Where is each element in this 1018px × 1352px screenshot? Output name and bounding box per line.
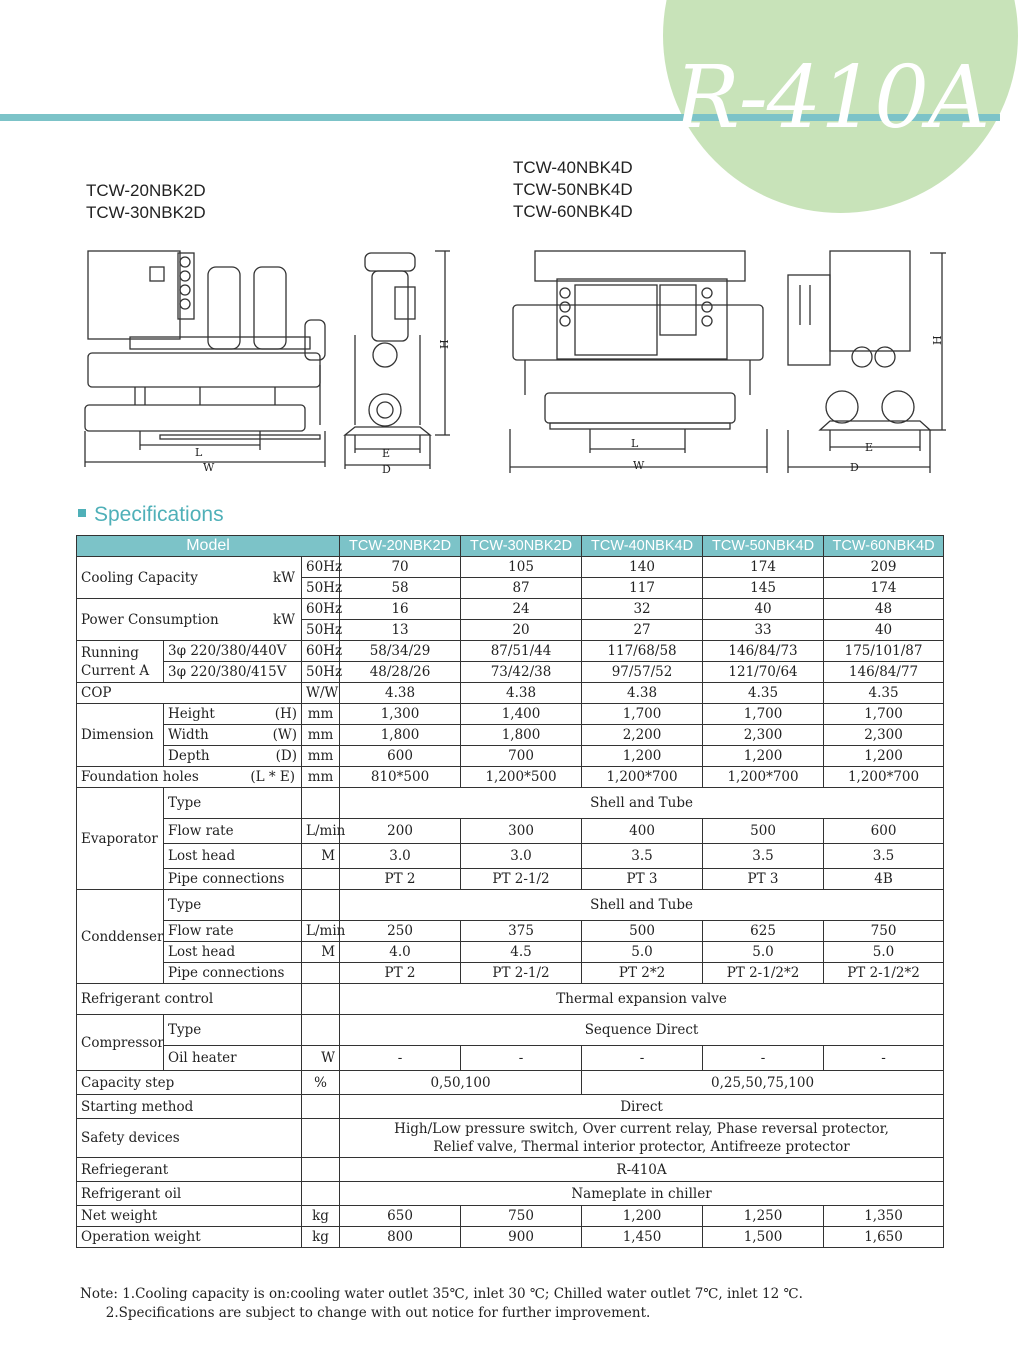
value-cell: 4.5 [461,942,582,963]
table-row [77,767,944,788]
value-cell: 70 [340,557,461,578]
table-row [77,844,944,869]
merged-value-cell: 0,50,100 [340,1071,582,1095]
table-row [77,1227,944,1248]
value-cell: 40 [703,599,824,620]
sub-label: Type [164,788,302,819]
value-cell: 4.38 [340,683,461,704]
row-label: Safety devices [77,1119,302,1158]
value-cell: 300 [461,819,582,844]
merged-value-cell: High/Low pressure switch, Over current relay, Phase reversal protector, Relief valve, Thermal interior protector, Antifreeze protector [340,1119,944,1158]
sub-label: Type [164,1015,302,1046]
value-cell: 400 [582,819,703,844]
unit-front-view-large [505,245,775,475]
value-cell: PT 3 [582,869,703,890]
table-row [77,599,944,620]
table-row [77,704,944,725]
value-cell: 4.35 [824,683,944,704]
sub-label: Oil heater [164,1046,302,1071]
value-cell: 1,350 [824,1206,944,1227]
value-cell: 1,200 [582,1206,703,1227]
dim-label: D [382,463,391,476]
unit-cell: mm [302,767,340,788]
table-row [77,662,944,683]
spec-cell: 3φ 220/380/440V [164,641,302,662]
value-cell: - [461,1046,582,1071]
model-name: TCW-60NBK4D [513,202,633,221]
table-row [77,984,944,1015]
model-name: TCW-40NBK4D [513,158,633,177]
dim-label: H [931,335,944,345]
value-cell: PT 2-1/2*2 [824,963,944,984]
value-cell: 48 [824,599,944,620]
unit-cell: kg [302,1206,340,1227]
value-cell: 16 [340,599,461,620]
footnote-line: 2.Specifications are subject to change with out notice for further improvement. [80,1305,651,1321]
unit-cell: M [302,942,340,963]
value-cell: PT 2 [340,869,461,890]
value-cell: 1,800 [340,725,461,746]
value-cell: 105 [461,557,582,578]
table-row [77,641,944,662]
freq-cell: 50Hz [302,578,340,599]
value-cell: 2,200 [582,725,703,746]
unit-front-view-small [80,245,340,475]
value-cell: 1,300 [340,704,461,725]
merged-value-cell: R-410A [340,1158,944,1182]
value-cell: PT 2 [340,963,461,984]
value-cell: 20 [461,620,582,641]
table-row [77,746,944,767]
model-header: Model [77,536,340,557]
value-cell: 500 [582,921,703,942]
value-cell: 1,200 [824,746,944,767]
freq-cell: 60Hz [302,599,340,620]
value-cell: 5.0 [703,942,824,963]
row-label: Refriegerant [77,1158,302,1182]
dim-label: L [195,446,203,459]
value-cell: 40 [824,620,944,641]
freq-cell: 50Hz [302,620,340,641]
merged-value-cell: Shell and Tube [340,890,944,921]
table-row [77,942,944,963]
power-label: Power Consumption kW [77,599,302,641]
running-label: Running Current A [77,641,164,683]
table-row [77,890,944,921]
table-row [77,869,944,890]
value-cell: 650 [340,1206,461,1227]
table-row [77,683,944,704]
value-cell: 1,250 [703,1206,824,1227]
value-cell: 2,300 [824,725,944,746]
value-cell: 375 [461,921,582,942]
specifications-table [76,535,944,1248]
unit-cell: L/min [302,921,340,942]
model-group-1 [86,180,206,224]
value-cell: 73/42/38 [461,662,582,683]
unit-cell: % [302,1071,340,1095]
dim-label: L [631,437,639,450]
row-label: Capacity step [77,1071,302,1095]
value-cell: 600 [824,819,944,844]
table-row [77,725,944,746]
condenser-label: Conddenser [77,890,164,984]
value-cell: 750 [824,921,944,942]
value-cell: PT 2-1/2 [461,963,582,984]
value-cell: 700 [461,746,582,767]
value-cell: 27 [582,620,703,641]
value-cell: 145 [703,578,824,599]
table-row [77,1071,944,1095]
value-cell: 174 [824,578,944,599]
model-column: TCW-60NBK4D [824,536,944,557]
value-cell: 146/84/73 [703,641,824,662]
value-cell: 800 [340,1227,461,1248]
merged-value-cell: Shell and Tube [340,788,944,819]
value-cell: 1,200*700 [824,767,944,788]
value-cell: 24 [461,599,582,620]
model-name: TCW-20NBK2D [86,181,206,200]
value-cell: 600 [340,746,461,767]
depth-label: Depth (D) [164,746,302,767]
value-cell: 87/51/44 [461,641,582,662]
cop-label: COP [77,683,302,704]
value-cell: 5.0 [582,942,703,963]
sub-label: Type [164,890,302,921]
unit-cell: M [302,844,340,869]
value-cell: 5.0 [824,942,944,963]
table-row [77,1046,944,1071]
value-cell: 1,800 [461,725,582,746]
sub-label: Pipe connections [164,869,302,890]
value-cell: 900 [461,1227,582,1248]
evaporator-label: Evaporator [77,788,164,890]
value-cell: 121/70/64 [703,662,824,683]
value-cell: PT 2-1/2*2 [703,963,824,984]
value-cell: 32 [582,599,703,620]
row-label: Starting method [77,1095,302,1119]
model-column: TCW-20NBK2D [340,536,461,557]
table-row [77,1015,944,1046]
row-label: Net weight [77,1206,302,1227]
value-cell: 1,450 [582,1227,703,1248]
sub-label: Flow rate [164,819,302,844]
value-cell: PT 3 [703,869,824,890]
value-cell: - [824,1046,944,1071]
table-header-row [77,536,944,557]
dim-label: E [865,441,874,454]
unit-cell: W/W [302,683,340,704]
table-row [77,921,944,942]
value-cell: 4.38 [461,683,582,704]
value-cell: 3.5 [582,844,703,869]
dim-label: D [850,461,859,474]
value-cell: 3.5 [703,844,824,869]
sub-label: Lost head [164,942,302,963]
value-cell: 810*500 [340,767,461,788]
value-cell: 4.38 [582,683,703,704]
value-cell: 4.0 [340,942,461,963]
height-label: Height (H) [164,704,302,725]
value-cell: 140 [582,557,703,578]
refrigerant-badge: R-410A [675,48,990,148]
model-column: TCW-50NBK4D [703,536,824,557]
merged-value-cell: Thermal expansion valve [340,984,944,1015]
sub-label: Pipe connections [164,963,302,984]
model-column: TCW-30NBK2D [461,536,582,557]
value-cell: 1,200*500 [461,767,582,788]
value-cell: 97/57/52 [582,662,703,683]
unit-cell: mm [302,704,340,725]
value-cell: 1,400 [461,704,582,725]
value-cell: 2,300 [703,725,824,746]
value-cell: 625 [703,921,824,942]
value-cell: 3.5 [824,844,944,869]
spec-cell: 3φ 220/380/415V [164,662,302,683]
value-cell: 175/101/87 [824,641,944,662]
row-label: Operation weight [77,1227,302,1248]
value-cell: 48/28/26 [340,662,461,683]
table-row [77,963,944,984]
value-cell: 4B [824,869,944,890]
value-cell: 200 [340,819,461,844]
row-label: Refrigerant control [77,984,302,1015]
footnote-line: Note: 1.Cooling capacity is on:cooling water outlet 35℃, inlet 30 ℃; Chilled water outlet 7℃, inlet 12 ℃. [80,1286,803,1302]
merged-value-cell: Direct [340,1095,944,1119]
value-cell: 750 [461,1206,582,1227]
model-group-2 [513,157,633,223]
freq-cell: 60Hz [302,641,340,662]
table-row [77,788,944,819]
model-name: TCW-50NBK4D [513,180,633,199]
value-cell: 1,700 [703,704,824,725]
value-cell: 174 [703,557,824,578]
table-row [77,1182,944,1206]
dim-label: W [633,459,645,472]
value-cell: 1,650 [824,1227,944,1248]
value-cell: 117 [582,578,703,599]
value-cell: 3.0 [461,844,582,869]
table-row [77,1119,944,1158]
width-label: Width (W) [164,725,302,746]
value-cell: 146/84/77 [824,662,944,683]
value-cell: 58 [340,578,461,599]
value-cell: PT 2-1/2 [461,869,582,890]
dim-label: H [438,339,451,349]
unit-cell: mm [302,746,340,767]
unit-cell: L/min [302,819,340,844]
compressor-label: Compressor [77,1015,164,1071]
row-label: Refrigerant oil [77,1182,302,1206]
freq-cell: 60Hz [302,557,340,578]
value-cell: 1,700 [824,704,944,725]
table-row [77,1206,944,1227]
value-cell: 58/34/29 [340,641,461,662]
dim-label: E [382,447,391,460]
bullet-square-icon [78,509,86,517]
unit-cell: mm [302,725,340,746]
value-cell: 250 [340,921,461,942]
dim-label: W [203,461,215,474]
foundation-label: Foundation holes (L * E) [77,767,302,788]
value-cell: 13 [340,620,461,641]
footnote [80,1285,803,1323]
table-row [77,819,944,844]
table-row [77,557,944,578]
sub-label: Lost head [164,844,302,869]
value-cell: 1,700 [582,704,703,725]
merged-value-cell: 0,25,50,75,100 [582,1071,944,1095]
value-cell: 1,200*700 [703,767,824,788]
value-cell: PT 2*2 [582,963,703,984]
value-cell: 33 [703,620,824,641]
merged-value-cell: Sequence Direct [340,1015,944,1046]
value-cell: 1,200 [582,746,703,767]
value-cell: 4.35 [703,683,824,704]
table-row [77,1158,944,1182]
value-cell: 117/68/58 [582,641,703,662]
value-cell: 87 [461,578,582,599]
model-name: TCW-30NBK2D [86,203,206,222]
value-cell: 1,500 [703,1227,824,1248]
model-column: TCW-40NBK4D [582,536,703,557]
value-cell: - [582,1046,703,1071]
unit-side-view-small [340,245,460,475]
value-cell: 1,200*700 [582,767,703,788]
cooling-label: Cooling Capacity kW [77,557,302,599]
dimension-label: Dimension [77,704,164,767]
sub-label: Flow rate [164,921,302,942]
table-row [77,1095,944,1119]
unit-side-view-large [780,245,950,477]
value-cell: 500 [703,819,824,844]
value-cell: 1,200 [703,746,824,767]
merged-value-cell: Nameplate in chiller [340,1182,944,1206]
value-cell: - [703,1046,824,1071]
value-cell: 209 [824,557,944,578]
value-cell: 3.0 [340,844,461,869]
unit-cell: kg [302,1227,340,1248]
freq-cell: 50Hz [302,662,340,683]
specifications-heading: Specifications [78,503,224,527]
value-cell: - [340,1046,461,1071]
unit-cell: W [302,1046,340,1071]
